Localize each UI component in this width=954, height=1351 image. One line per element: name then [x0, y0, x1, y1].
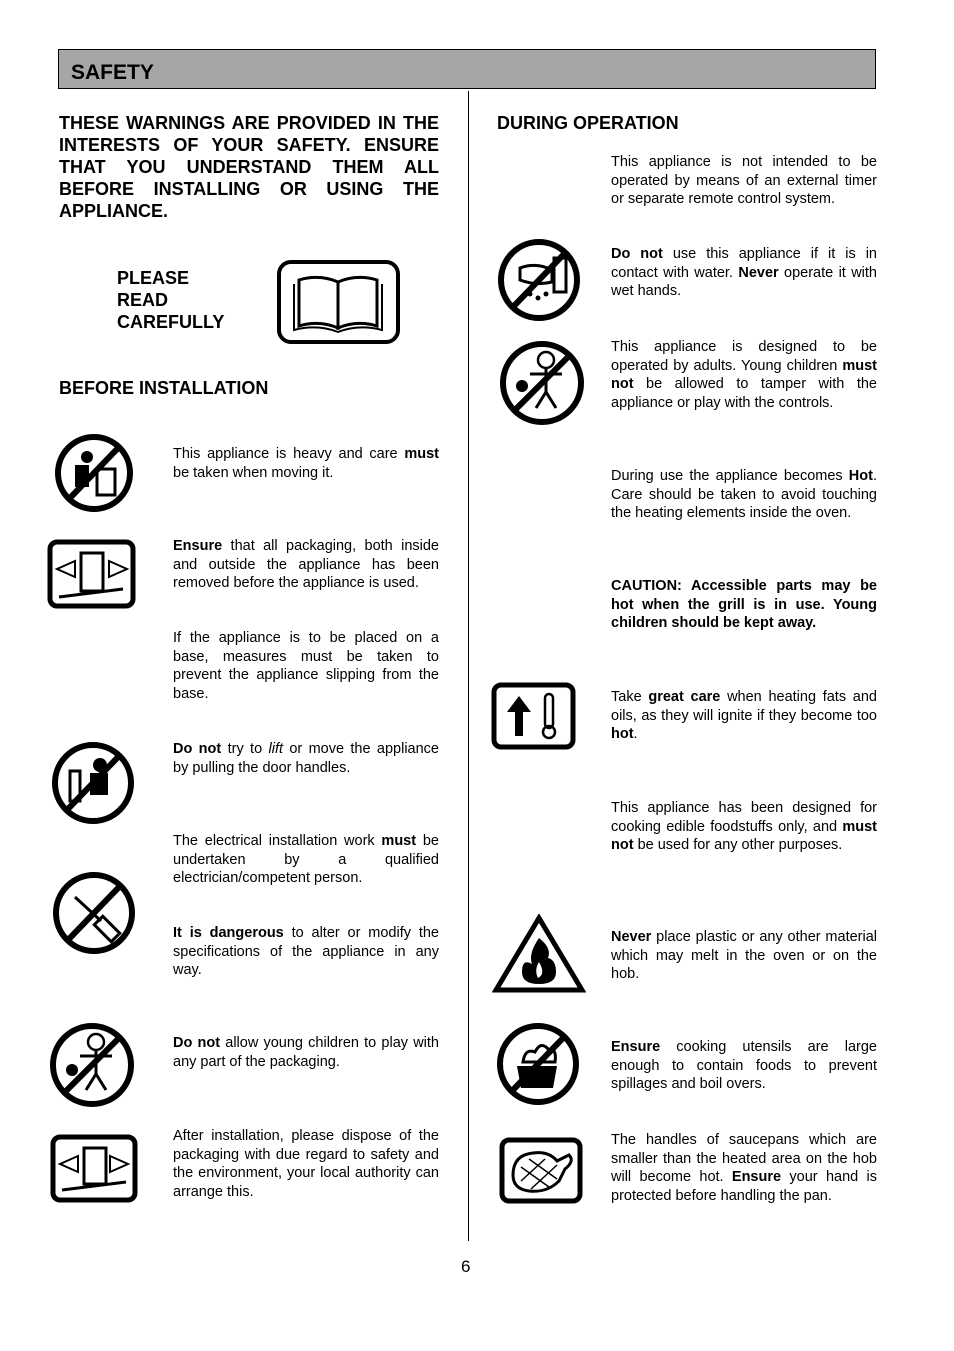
during-operation-heading: DURING OPERATION	[497, 113, 679, 133]
timer-warning-text: This appliance is not intended to be operated by means of an external timer or separate remote control system.	[611, 154, 877, 207]
utensils-warning-text: Ensure cooking utensils are large enough to contain foods to prevent spillages and boil overs.	[611, 1039, 877, 1092]
dispose-text: After installation, please dispose of the packaging with due regard to safety and the environment, your local authority can arrange this.	[173, 1128, 439, 1200]
water-warning-text: Do not use this appliance if it is in contact with water. Never operate it with wet hands.	[611, 246, 877, 299]
lift-warning-text: Do not try to lift or move the appliance by pulling the door handles.	[173, 741, 439, 776]
open-book-icon	[277, 260, 400, 344]
fats-warning-text: Take great care when heating fats and oils, as they will ignite if they become too hot.	[611, 689, 877, 742]
no-children-controls-icon	[498, 340, 586, 426]
please-read-label: PLEASE READ CAREFULLY	[117, 268, 225, 332]
no-children-icon	[48, 1022, 136, 1108]
caution-grill-text: CAUTION: Accessible parts may be hot when the grill is in use. Young children should be kept away.	[611, 578, 877, 631]
remove-packaging-icon	[47, 539, 136, 609]
adults-warning-text: This appliance is designed to be operated by adults. Young children must not be allowed to tamper with the appliance or play with the controls.	[611, 339, 877, 411]
no-lifting-by-door-icon	[50, 741, 136, 825]
heavy-warning-text: This appliance is heavy and care must be taken when moving it.	[173, 446, 439, 481]
hot-warning-text: During use the appliance becomes Hot. Care should be taken to avoid touching the heating elements inside the oven.	[611, 468, 877, 521]
section-title: SAFETY	[71, 61, 154, 84]
fire-warning-icon	[492, 914, 586, 994]
column-divider	[468, 91, 469, 1241]
plastic-warning-text: Never place plastic or any other material which may melt in the oven or on the hob.	[611, 929, 877, 982]
no-wet-hands-icon	[496, 238, 582, 322]
children-packaging-warning-text: Do not allow young children to play with any part of the packaging.	[173, 1035, 439, 1070]
electrical-warning-text: The electrical installation work must be undertaken by a qualified electrician/competent person.	[173, 833, 439, 886]
section-header	[58, 49, 876, 89]
intro-warning: THESE WARNINGS ARE PROVIDED IN THE INTERESTS OF YOUR SAFETY. ENSURE THAT YOU UNDERSTAND THEM ALL BEFORE INSTALLING OR USING THE APPLIANCE.	[59, 113, 439, 221]
before-installation-heading: BEFORE INSTALLATION	[59, 378, 269, 398]
oven-glove-icon	[499, 1137, 583, 1204]
no-boil-over-icon	[495, 1022, 581, 1106]
hot-oil-thermometer-icon	[491, 682, 576, 750]
dispose-packaging-icon	[50, 1134, 138, 1203]
heavy-lifting-prohibited-icon	[53, 433, 135, 513]
packaging-warning-text: Ensure that all packaging, both inside and outside the appliance has been removed before the appliance is used.	[173, 538, 439, 591]
food-only-text: This appliance has been designed for cooking edible foodstuffs only, and must not be used for any other purposes.	[611, 800, 877, 853]
no-screwdriver-icon	[51, 871, 137, 955]
page-number: 6	[461, 1257, 471, 1276]
saucepan-handles-text: The handles of saucepans which are smaller than the heated area on the hob will become hot. Ensure your hand is protected before handling the pan.	[611, 1132, 877, 1204]
base-warning-text: If the appliance is to be placed on a base, measures must be taken to prevent the appliance slipping from the base.	[173, 630, 439, 702]
modify-warning-text: It is dangerous to alter or modify the specifications of the appliance in any way.	[173, 925, 439, 978]
